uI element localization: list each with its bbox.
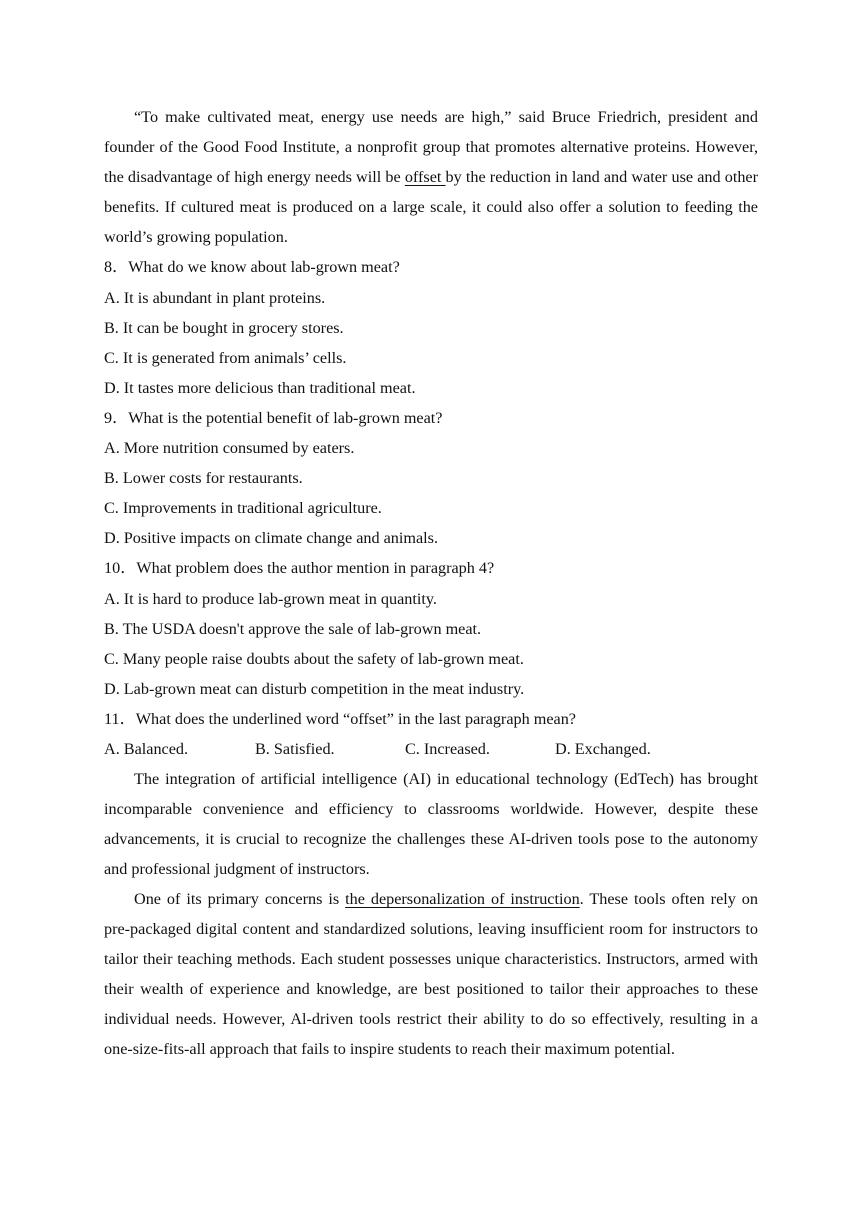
question-stem: What do we know about lab-grown meat? [128,258,400,276]
question-11 [104,704,758,735]
option-11c: C. Increased. [405,740,490,758]
option-8a: A. It is abundant in plant proteins. [104,288,326,307]
option-8c: C. It is generated from animals’ cells. [104,348,347,367]
option-10a: A. It is hard to produce lab-grown meat in quantity. [104,589,437,608]
paragraph-text: “To make cultivated meat, energy use needs are high,” said Bruce Friedrich, president and founder of the Good Food Institute, a nonprofit group that promotes alternative proteins. However, the disadvantage of high energy needs will be [104,108,758,186]
passage1-final-paragraph [104,102,758,252]
option-9c: C. Improvements in traditional agriculture. [104,499,382,517]
option-9b: B. Lower costs for restaurants. [104,469,303,487]
underlined-word-offset: offset [404,168,446,186]
paragraph-text: . These tools often rely on pre-packaged digital content and standardized solutions, leaving insufficient room for instructors to tailor their teaching methods. Each student possesses unique characteristics. Instructors, armed with their wealth of experience and knowledge, are best positioned to tailor their approaches to these individual needs. However, Al-driven tools restrict their ability to do so effectively, resulting in a one-size-fits-all approach that fails to inspire students to reach their maximum potential. [104,890,758,1058]
document-page [104,102,758,1064]
option-10c: C. Many people raise doubts about the safety of lab-grown meat. [104,649,524,668]
options-row-11 [104,734,758,764]
question-stem: What does the underlined word “offset” in the last paragraph mean? [135,709,576,728]
passage2-paragraph-1: The integration of artificial intelligence (AI) in educational technology (EdTech) has brought incomparable convenience and efficiency to classrooms worldwide. However, despite these advancements, it is crucial to recognize the challenges these AI-driven tools pose to the autonomy and professional judgment of instructors. [104,770,758,878]
option-11b: B. Satisfied. [255,740,335,758]
question-9 [104,403,758,434]
option-8b: B. It can be bought in grocery stores. [104,318,344,337]
option-9a: A. More nutrition consumed by eaters. [104,439,355,457]
option-8d: D. It tastes more delicious than traditional meat. [104,378,416,397]
question-number: 11． [104,709,136,728]
underlined-phrase: the depersonalization of instruction [345,890,580,908]
option-10d: D. Lab-grown meat can disturb competition in the meat industry. [104,679,525,698]
option-11a: A. Balanced. [104,740,189,758]
question-number: 10． [104,559,137,577]
question-10 [104,553,758,584]
passage2-paragraph-2 [104,884,758,1064]
question-8 [104,252,758,283]
option-9d: D. Positive impacts on climate change and animals. [104,529,439,547]
question-stem: What problem does the author mention in paragraph 4? [136,559,495,577]
question-number: 8． [104,258,129,276]
question-stem: What is the potential benefit of lab-grown meat? [128,408,443,427]
paragraph-text: One of its primary concerns is [134,890,346,908]
option-11d: D. Exchanged. [555,740,651,758]
option-10b: B. The USDA doesn't approve the sale of lab-grown meat. [104,619,482,638]
question-number: 9． [104,408,129,427]
paragraph-text: by the reduction in land and water use and other benefits. If cultured meat is produced on a large scale, it could also offer a solution to feeding the world’s growing population. [104,168,758,246]
